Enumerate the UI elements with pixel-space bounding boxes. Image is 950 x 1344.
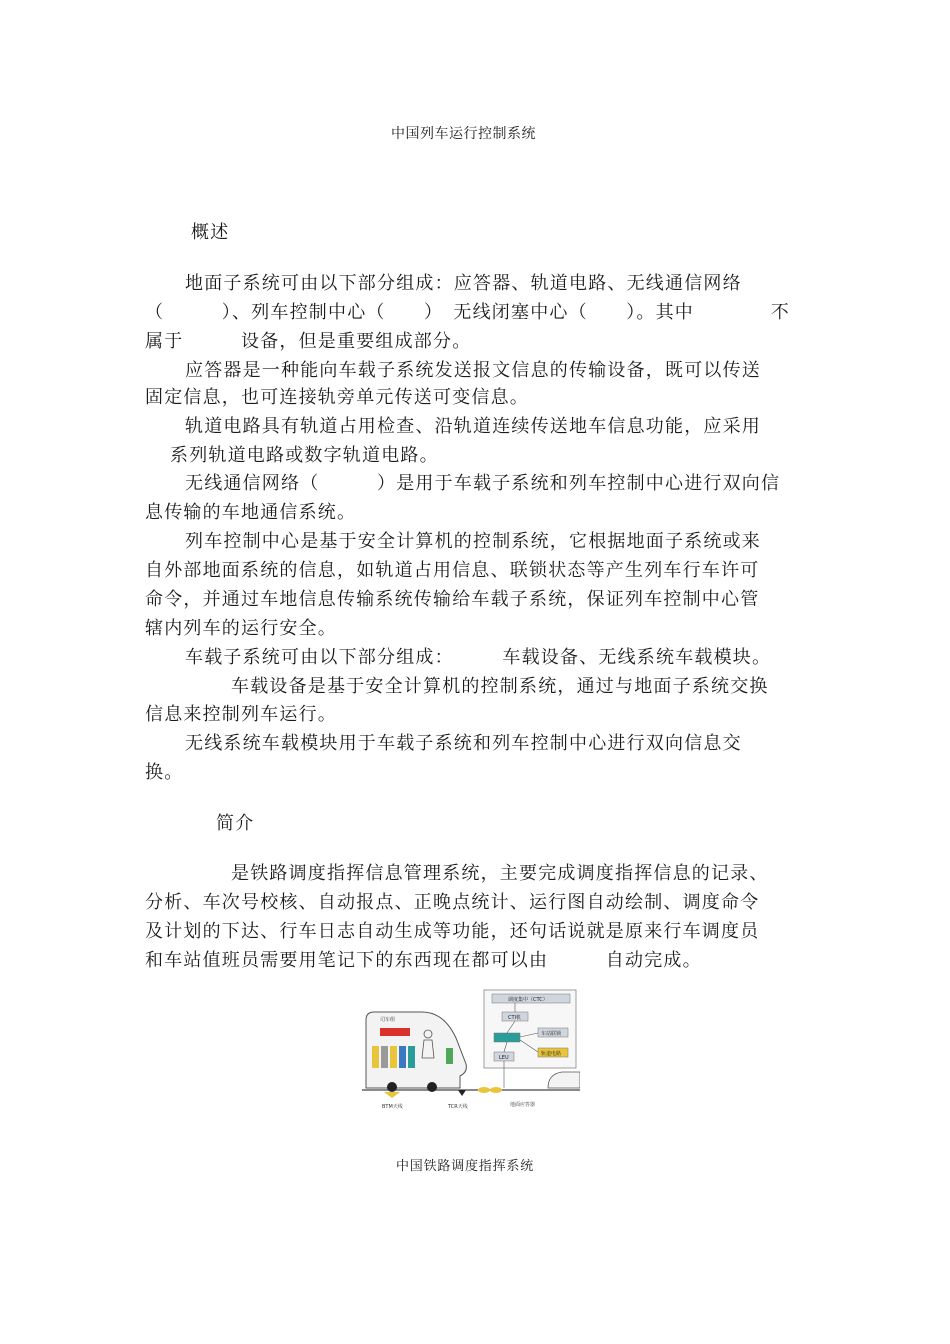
ctc-label: 调度集中（CTC） (508, 997, 548, 1003)
paragraph-line: 息传输的车地通信系统。 (145, 502, 357, 523)
paragraph-line: 分析、车次号校核、自动报点、正晚点统计、运行图自动绘制、调度命令 (145, 892, 760, 913)
balise-label: 地面应答器 (510, 1102, 536, 1108)
btm-antenna-icon (384, 1092, 400, 1098)
signal-label: 车站联锁 (541, 1031, 562, 1037)
paragraph-line: 车载子系统可由以下部分组成： 车载设备、无线系统车载模块。 (185, 647, 772, 668)
document-title: 中国列车运行控制系统 (391, 126, 536, 142)
paragraph-line: 是铁路调度指挥信息管理系统，主要完成调度指挥信息的记录、 (231, 863, 769, 884)
paragraph-line: 地面子系统可由以下部分组成：应答器、轨道电路、无线通信网络 (185, 273, 742, 294)
paragraph-line: 无线通信网络（ ）是用于车载子系统和列车控制中心进行双向信 (185, 473, 781, 494)
paragraph-line: 信息来控制列车运行。 (145, 704, 337, 725)
train-control-diagram (362, 988, 580, 1110)
paragraph-line: 和车站值班员需要用笔记下的东西现在都可以由 自动完成。 (145, 950, 702, 971)
onboard-module-green (446, 1048, 453, 1064)
onboard-module-yellow-1 (372, 1046, 379, 1068)
paragraph-line: 固定信息，也可连接轨旁单元传送可变信息。 (145, 387, 529, 408)
paragraph-line: 应答器是一种能向车载子系统发送报文信息的传输设备，既可以传送 (185, 360, 761, 381)
balise-icon (478, 1087, 490, 1093)
paragraph-line: 轨道电路具有轨道占用检查、沿轨道连续传送地车信息功能，应采用 (185, 416, 761, 437)
paragraph-line: 系列轨道电路或数字轨道电路。 (170, 445, 439, 466)
paragraph-line: 辖内列车的运行安全。 (145, 618, 337, 639)
diagram-svg (362, 988, 580, 1110)
paragraph-line: 命令，并通过车地信息传输系统传输给车载子系统，保证列车控制中心管 (145, 589, 760, 610)
section-heading-overview: 概述 (191, 222, 230, 243)
leu-label: LEU (499, 1055, 509, 1061)
tcr-antenna-icon (458, 1090, 466, 1096)
paragraph-line: 无线系统车载模块用于车载子系统和列车控制中心进行双向信息交 (185, 733, 742, 754)
paragraph-line: 车载设备是基于安全计算机的控制系统，通过与地面子系统交换 (231, 676, 769, 697)
onboard-module-red (380, 1028, 410, 1036)
onboard-module-blue (399, 1046, 406, 1068)
paragraph-line: （ ）、列车控制中心（ ） 无线闭塞中心（ ）。其中 不 (145, 302, 790, 323)
section-heading-intro: 简介 (216, 813, 255, 834)
second-train-icon (548, 1072, 580, 1088)
wheel-icon (387, 1082, 397, 1092)
balise-icon (490, 1087, 502, 1093)
paragraph-line: 自外部地面系统的信息，如轨道占用信息、联锁状态等产生列车行车许可 (145, 560, 760, 581)
figure-caption: 中国铁路调度指挥系统 (396, 1159, 535, 1174)
paragraph-line: 属于 设备，但是重要组成部分。 (145, 331, 472, 352)
paragraph-line: 换。 (145, 762, 184, 783)
onboard-module-teal (408, 1046, 415, 1068)
cab-label: 司车组 (380, 1017, 396, 1023)
btm-label: BTM天线 (382, 1104, 403, 1110)
paragraph-line: 列车控制中心是基于安全计算机的控制系统，它根据地面子系统或来 (185, 531, 761, 552)
onboard-module-gray (381, 1046, 388, 1068)
track-label: 轨道电路 (541, 1051, 562, 1057)
cti-label: CTI机 (508, 1015, 522, 1021)
wheel-icon (427, 1082, 437, 1092)
paragraph-line: 及计划的下达、行车日志自动生成等功能，还句话说就是原来行车调度员 (145, 921, 760, 942)
tcc-box (494, 1033, 520, 1042)
tcr-label: TCR天线 (448, 1104, 468, 1110)
onboard-module-yellow-2 (390, 1046, 397, 1068)
